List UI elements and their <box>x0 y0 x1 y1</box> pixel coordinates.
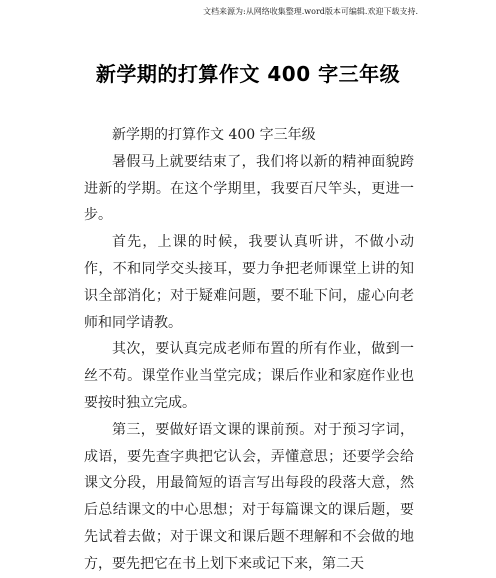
paragraph: 新学期的打算作文 400 字三年级 <box>112 127 316 143</box>
document-title: 新学期的打算作文 400 字三年级 <box>95 62 401 86</box>
paragraph: 第三，要做好语文课的课前预。对于预习字词，成语，要先查字典把它认会，弄懂意思；还要学会给课文分段，用最简短的语言写出每段的段落大意，然后总结课文的中心思想；对于每篇课文的课后题，要先试着去做；对于课文和课后题不理解和不会做的地方，要先把它在书上划下来或记下来，第二天 <box>84 421 414 572</box>
paragraph: 首先，上课的时候，我要认真听讲，不做小动作，不和同学交头接耳，要力争把老师课堂上讲的知识全部消化；对于疑难问题，要不耻下问，虚心向老师和同学请教。 <box>84 234 414 331</box>
paragraph: 其次，要认真完成老师布置的所有作业，做到一丝不苟。课堂作业当堂完成；课后作业和家庭作业也要按时独立完成。 <box>84 341 414 411</box>
header-note: 文档来源为:从网络收集整理.word版本可编辑.欢迎下载支持. <box>203 7 418 16</box>
document-body <box>84 122 414 578</box>
paragraph: 暑假马上就要结束了，我们将以新的精神面貌跨进新的学期。在这个学期里，我要百尺竿头，更进一步。 <box>84 153 414 224</box>
